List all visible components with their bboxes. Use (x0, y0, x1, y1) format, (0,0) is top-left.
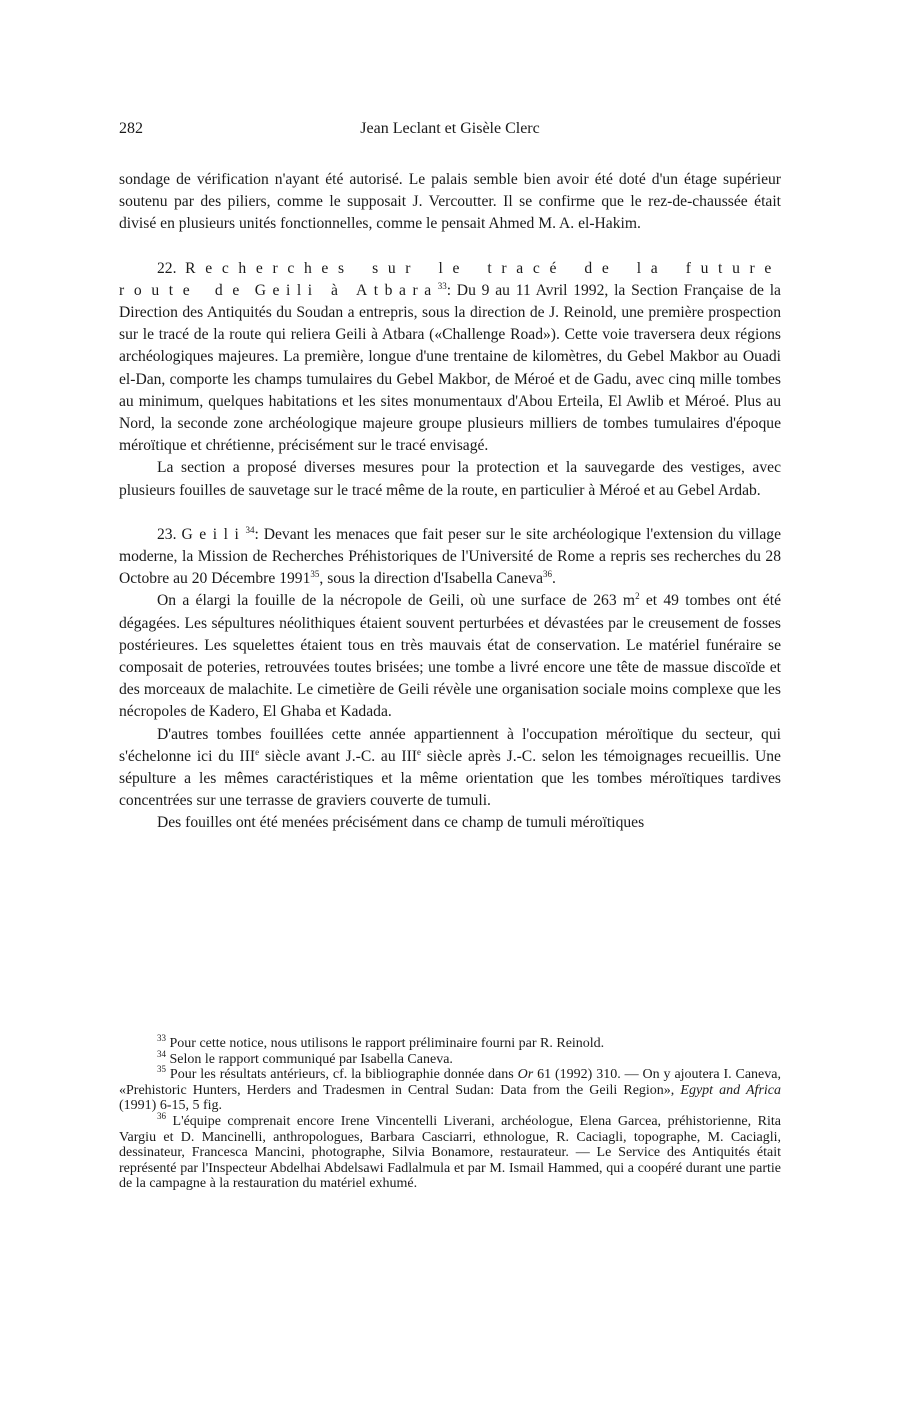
section-22-title-line2: Geili à Atbara (254, 281, 438, 299)
footnote-ref-36: 36 (543, 569, 553, 580)
section-22-paragraph-2: La section a proposé diverses mesures pour la protection et la sauvegarde des vestiges, avec plusieurs fouilles de sauvetage sur le tracé même de la route, en particulier à Méroé et au Gebel Ardab. (119, 459, 781, 499)
footnote-33 (119, 1033, 781, 1052)
page-header (119, 112, 781, 142)
footnote-number: 36 (157, 1110, 166, 1121)
intro-paragraph: sondage de vérification n'ayant été autorisé. Le palais semble bien avoir été doté d'un étage supérieur soutenu par des piliers, comme le supposait J. Vercoutter. Il se confirme que le rez-de-chaussée était divisé en plusieurs unités fonctionnelles, comme le pensait Ahmed M. A. el-Hakim. (119, 171, 781, 233)
para3-text-b: siècle avant J.-C. au III (259, 747, 417, 765)
footnote-text: 61 (1992) 310. — On y ajoutera I. Caneva, «Prehistoric Hunters, Herders and Tradesmen in Central Sudan: Data from the Geili Region», (119, 1067, 781, 1098)
section-23-paragraph-3 (119, 724, 781, 813)
footnote-text: (1991) 6-15, 5 fig. (119, 1098, 223, 1114)
footnote-34 (119, 1048, 781, 1068)
section-22-paragraph (119, 258, 781, 458)
footnote-text: Pour cette notice, nous utilisons le rapport préliminaire fourni par R. Reinold. (166, 1036, 605, 1051)
footnote-text: Selon le rapport communiqué par Isabella Caneva. (166, 1051, 453, 1067)
section-23-text-a: : Devant les menaces que fait peser sur le site archéologique l'extension du village moderne, la Mission de Recherches Préhistoriques de l'Université de Rome a repris ses recherches du 28 Octobre au 20 Décembre 1991 (119, 525, 781, 588)
section-22-text: : Du 9 au 11 Avril 1992, la Section Française de la Direction des Antiquités du Soudan a entrepris, sous la direction de J. Reinold, une première prospection sur le tracé de la route qui reliera Geili à Atbara («Challenge Road»). Cette voie traversera deux régions archéologiques majeures. La première, longue d'une trentaine de kilomètres, du Gebel Makbor au Ouadi el-Dan, comporte les champs tumulaires du Gebel Makbor, de Méroé et de Gadu, avec cinq mille tombes au minimum, quelques habitations et les sites monumentaux d'Abou Erteila, El Awlib et Méroé. Plus au Nord, la seconde zone archéologique majeure groupe plusieurs milliers de tombes tumulaires d'époque méroïtique et chrétienne, précisément sur le tracé envisagé. (119, 281, 781, 455)
section-23-text-c: . (552, 570, 556, 588)
running-head: Jean Leclant et Gisèle Clerc (360, 120, 540, 137)
footnote-text: L'équipe comprenait encore Irene Vincentelli Liverani, archéologue, Elena Garcea, préhistorienne, Rita Vargiu et D. Mancinelli, anthropologues, Barbara Casciarri, ethnologue, R. Caciagli, topographe, M. Caciagli, dessinateur, Francesca Mancini, photographe, Silvia Bonamore, restaurateur. — Le Service des Antiquités était représenté par l'Inspecteur Abdelhai Abdelsawi Fadlalmula et par M. Ismail Hammed, qui a coopéré durant une partie de la campagne à la restauration du matériel exhumé. (119, 1113, 781, 1192)
footnote-number: 34 (157, 1048, 166, 1059)
section-23-paragraph (119, 524, 781, 591)
section-23-paragraph-2 (119, 590, 781, 723)
page-number: 282 (119, 120, 143, 137)
body-text (119, 169, 781, 835)
footnote-ref-35: 35 (310, 569, 320, 580)
footnote-number: 35 (157, 1064, 166, 1075)
para2-text-b: et 49 tombes ont été dégagées. Les sépultures néolithiques étaient souvent perturbées et dévastées par le creusement de fosses postérieures. Les squelettes étaient tous en très mauvais état de conservation. Le matériel funéraire se composait de poteries, retrouvées toutes brisées; une tombe a livré encore une tête de massue discoïde et des morceaux de malachite. Le cimetière de Geili révèle une organisation sociale moins complexe que les nécropoles de Kadero, El Ghaba et Kadada. (119, 592, 781, 721)
journal-title: Egypt and Africa (680, 1082, 781, 1098)
footnote-number: 33 (157, 1033, 166, 1043)
section-22-title-line1: Recherches sur le tracé de la future route de (119, 259, 781, 299)
century-superscript-2: e (416, 746, 421, 757)
para3-text-a: D'autres tombes fouillées cette année appartiennent à l'occupation méroïtique du secteur, qui s'échelonne ici du III (119, 725, 781, 765)
section-23-number: 23. (157, 525, 177, 543)
footnote-ref-34: 34 (245, 524, 255, 535)
para2-text-a: On a élargi la fouille de la nécropole de Geili, où une surface de 263 m (157, 592, 636, 610)
page (119, 112, 781, 835)
section-23-title: Geili (181, 525, 246, 543)
section-23-paragraph-4: Des fouilles ont été menées précisément dans ce champ de tumuli méroïtiques (157, 814, 645, 832)
section-22-number: 22. (157, 259, 177, 277)
footnote-ref-33: 33 (437, 280, 447, 291)
century-superscript-1: e (255, 746, 260, 757)
footnote-36 (119, 1110, 781, 1192)
footnote-text: Pour les résultats antérieurs, cf. la bibliographie donnée dans (166, 1067, 518, 1083)
para3-text-c: siècle après J.-C. selon les témoignages recueillis. Une sépulture a les mêmes caractéristiques et la même orientation que les tombes méroïtiques tardives concentrées sur une terrasse de graviers couverte de tumuli. (119, 747, 781, 810)
footnote-35 (119, 1064, 781, 1114)
square-superscript: 2 (635, 591, 640, 602)
journal-abbrev: Or (517, 1067, 534, 1083)
footnotes (119, 1033, 781, 1192)
section-23-text-b: , sous la direction d'Isabella Caneva (319, 570, 544, 588)
